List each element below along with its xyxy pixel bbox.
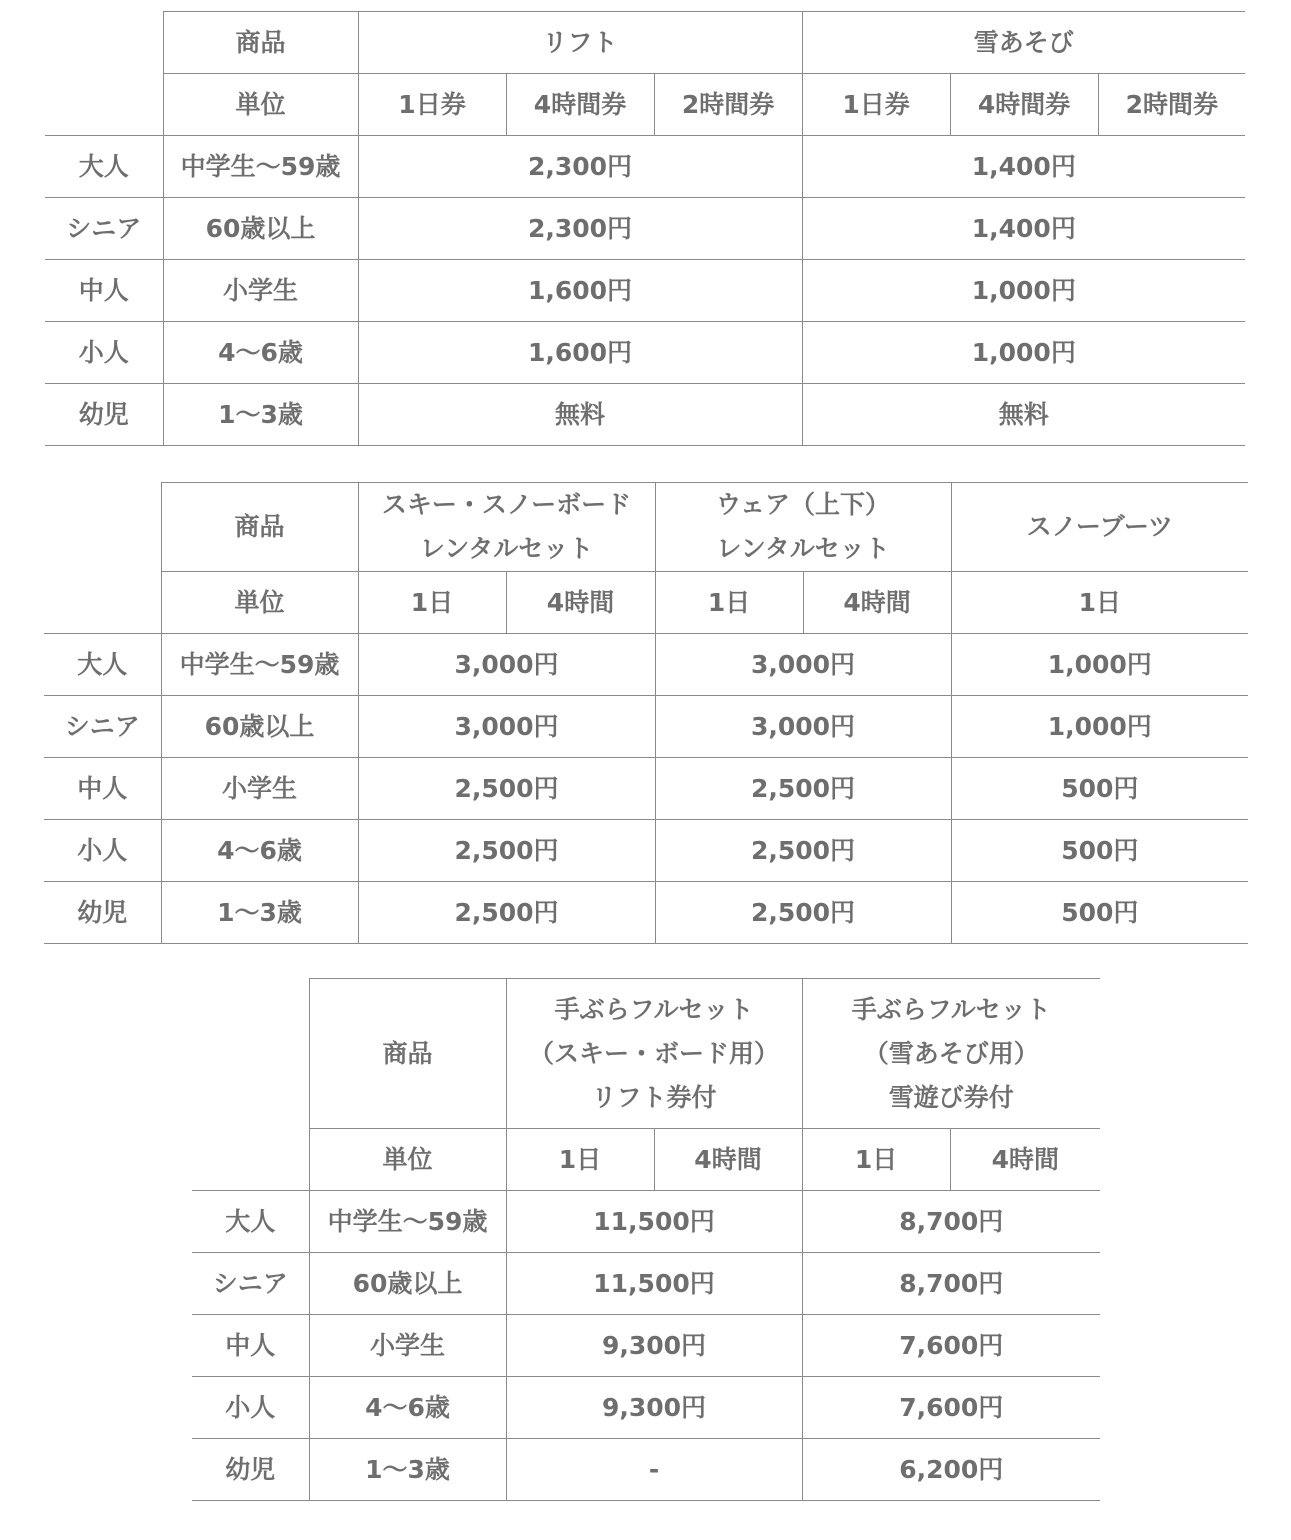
category-cell: シニア <box>44 696 161 758</box>
category-cell: 小人 <box>44 820 161 882</box>
category-cell: 中人 <box>192 1315 309 1377</box>
boots-price: 500円 <box>951 758 1248 820</box>
ski-fullset-price: 9,300円 <box>506 1377 802 1439</box>
group-lift: リフト <box>358 12 802 74</box>
ski-fullset-price: 9,300円 <box>506 1315 802 1377</box>
lift-price: 2,300円 <box>358 198 802 260</box>
category-cell: 大人 <box>45 136 163 198</box>
age-cell: 4〜6歳 <box>309 1377 506 1439</box>
group-ski-rental <box>358 483 655 572</box>
snow-price: 1,000円 <box>802 260 1245 322</box>
age-cell: 小学生 <box>309 1315 506 1377</box>
lift-price: 1,600円 <box>358 260 802 322</box>
wear-4h: 4時間 <box>803 572 951 634</box>
category-cell: シニア <box>45 198 163 260</box>
boots-price: 500円 <box>951 820 1248 882</box>
snow-fullset-price: 6,200円 <box>802 1439 1100 1501</box>
group-snow-fullset <box>802 979 1100 1129</box>
ski-price: 2,500円 <box>358 820 655 882</box>
table-row <box>44 758 1248 820</box>
table-row <box>192 1191 1100 1253</box>
ski-4h: 4時間 <box>654 1129 802 1191</box>
fullset-price-table <box>192 978 1100 1501</box>
snow-fullset-price: 7,600円 <box>802 1315 1100 1377</box>
ski-price: 2,500円 <box>358 882 655 944</box>
age-cell: 中学生〜59歳 <box>309 1191 506 1253</box>
table-row <box>45 260 1245 322</box>
age-cell: 60歳以上 <box>309 1253 506 1315</box>
rental-price-table <box>44 482 1248 944</box>
header-product: 商品 <box>161 483 358 572</box>
header-unit: 単位 <box>161 572 358 634</box>
snow-price: 1,400円 <box>802 198 1245 260</box>
boots-price: 500円 <box>951 882 1248 944</box>
table-row <box>44 634 1248 696</box>
category-cell: 幼児 <box>45 384 163 446</box>
age-cell: 4〜6歳 <box>163 322 358 384</box>
snow-1day: 1日 <box>802 1129 950 1191</box>
lift-price: 無料 <box>358 384 802 446</box>
ski-price: 3,000円 <box>358 696 655 758</box>
lift-2h: 2時間券 <box>654 74 802 136</box>
category-cell: 小人 <box>45 322 163 384</box>
category-cell: 中人 <box>44 758 161 820</box>
age-cell: 1〜3歳 <box>161 882 358 944</box>
age-cell: 小学生 <box>161 758 358 820</box>
group-wear-rental <box>655 483 951 572</box>
ski-price: 2,500円 <box>358 758 655 820</box>
category-cell: 幼児 <box>192 1439 309 1501</box>
table-row <box>192 1439 1100 1501</box>
corner-cell <box>45 12 163 136</box>
lift-4h: 4時間券 <box>506 74 654 136</box>
age-cell: 4〜6歳 <box>161 820 358 882</box>
lift-1day: 1日券 <box>358 74 506 136</box>
corner-cell <box>44 483 161 634</box>
snow-price: 1,400円 <box>802 136 1245 198</box>
wear-price: 3,000円 <box>655 634 951 696</box>
group-ski-line1: 手ぶらフルセット <box>554 994 754 1024</box>
snow-fullset-price: 8,700円 <box>802 1191 1100 1253</box>
age-cell: 60歳以上 <box>161 696 358 758</box>
age-cell: 小学生 <box>163 260 358 322</box>
table-row <box>45 198 1245 260</box>
age-cell: 中学生〜59歳 <box>163 136 358 198</box>
group-ski-fullset <box>506 979 802 1129</box>
age-cell: 中学生〜59歳 <box>161 634 358 696</box>
category-cell: シニア <box>192 1253 309 1315</box>
table-row <box>192 1315 1100 1377</box>
table-row <box>44 882 1248 944</box>
lift-price: 1,600円 <box>358 322 802 384</box>
category-cell: 幼児 <box>44 882 161 944</box>
header-product: 商品 <box>309 979 506 1129</box>
category-cell: 大人 <box>192 1191 309 1253</box>
group-wear-line2: レンタルセット <box>716 534 890 563</box>
ski-4h: 4時間 <box>506 572 655 634</box>
table-row <box>192 1377 1100 1439</box>
corner-cell <box>192 979 309 1191</box>
header-unit: 単位 <box>309 1129 506 1191</box>
table-row <box>45 322 1245 384</box>
ski-1day: 1日 <box>358 572 506 634</box>
snow-price: 無料 <box>802 384 1245 446</box>
table-row <box>45 136 1245 198</box>
snow-fullset-price: 7,600円 <box>802 1377 1100 1439</box>
wear-price: 2,500円 <box>655 882 951 944</box>
group-snow-line2: （雪あそび用） <box>863 1038 1039 1068</box>
group-boots: スノーブーツ <box>951 483 1248 572</box>
snow-fullset-price: 8,700円 <box>802 1253 1100 1315</box>
boots-price: 1,000円 <box>951 696 1248 758</box>
group-ski-line2: レンタルセット <box>419 534 594 563</box>
group-snow-line1: 手ぶらフルセット <box>851 994 1051 1024</box>
lift-price-table <box>45 11 1245 446</box>
lift-price: 2,300円 <box>358 136 802 198</box>
wear-price: 2,500円 <box>655 758 951 820</box>
boots-1day: 1日 <box>951 572 1248 634</box>
wear-price: 2,500円 <box>655 820 951 882</box>
category-cell: 大人 <box>44 634 161 696</box>
boots-price: 1,000円 <box>951 634 1248 696</box>
group-snow-line3: 雪遊び券付 <box>888 1082 1014 1112</box>
wear-price: 3,000円 <box>655 696 951 758</box>
ski-1day: 1日 <box>506 1129 654 1191</box>
ski-fullset-price: 11,500円 <box>506 1191 802 1253</box>
table-row <box>44 820 1248 882</box>
snow-2h: 2時間券 <box>1098 74 1245 136</box>
wear-1day: 1日 <box>655 572 803 634</box>
ski-fullset-price: - <box>506 1439 802 1501</box>
group-snow-play: 雪あそび <box>802 12 1245 74</box>
snow-4h: 4時間 <box>950 1129 1100 1191</box>
snow-1day: 1日券 <box>802 74 950 136</box>
group-wear-line1: ウェア（上下） <box>716 490 891 519</box>
table-row <box>44 696 1248 758</box>
group-ski-line3: リフト券付 <box>591 1082 717 1112</box>
category-cell: 小人 <box>192 1377 309 1439</box>
header-product: 商品 <box>163 12 358 74</box>
snow-4h: 4時間券 <box>950 74 1098 136</box>
age-cell: 1〜3歳 <box>163 384 358 446</box>
table-row <box>45 384 1245 446</box>
ski-fullset-price: 11,500円 <box>506 1253 802 1315</box>
header-unit: 単位 <box>163 74 358 136</box>
age-cell: 1〜3歳 <box>309 1439 506 1501</box>
group-ski-line1: スキー・スノーボード <box>381 490 632 519</box>
table-row <box>192 1253 1100 1315</box>
snow-price: 1,000円 <box>802 322 1245 384</box>
ski-price: 3,000円 <box>358 634 655 696</box>
group-ski-line2: （スキー・ボード用） <box>529 1038 780 1068</box>
category-cell: 中人 <box>45 260 163 322</box>
age-cell: 60歳以上 <box>163 198 358 260</box>
